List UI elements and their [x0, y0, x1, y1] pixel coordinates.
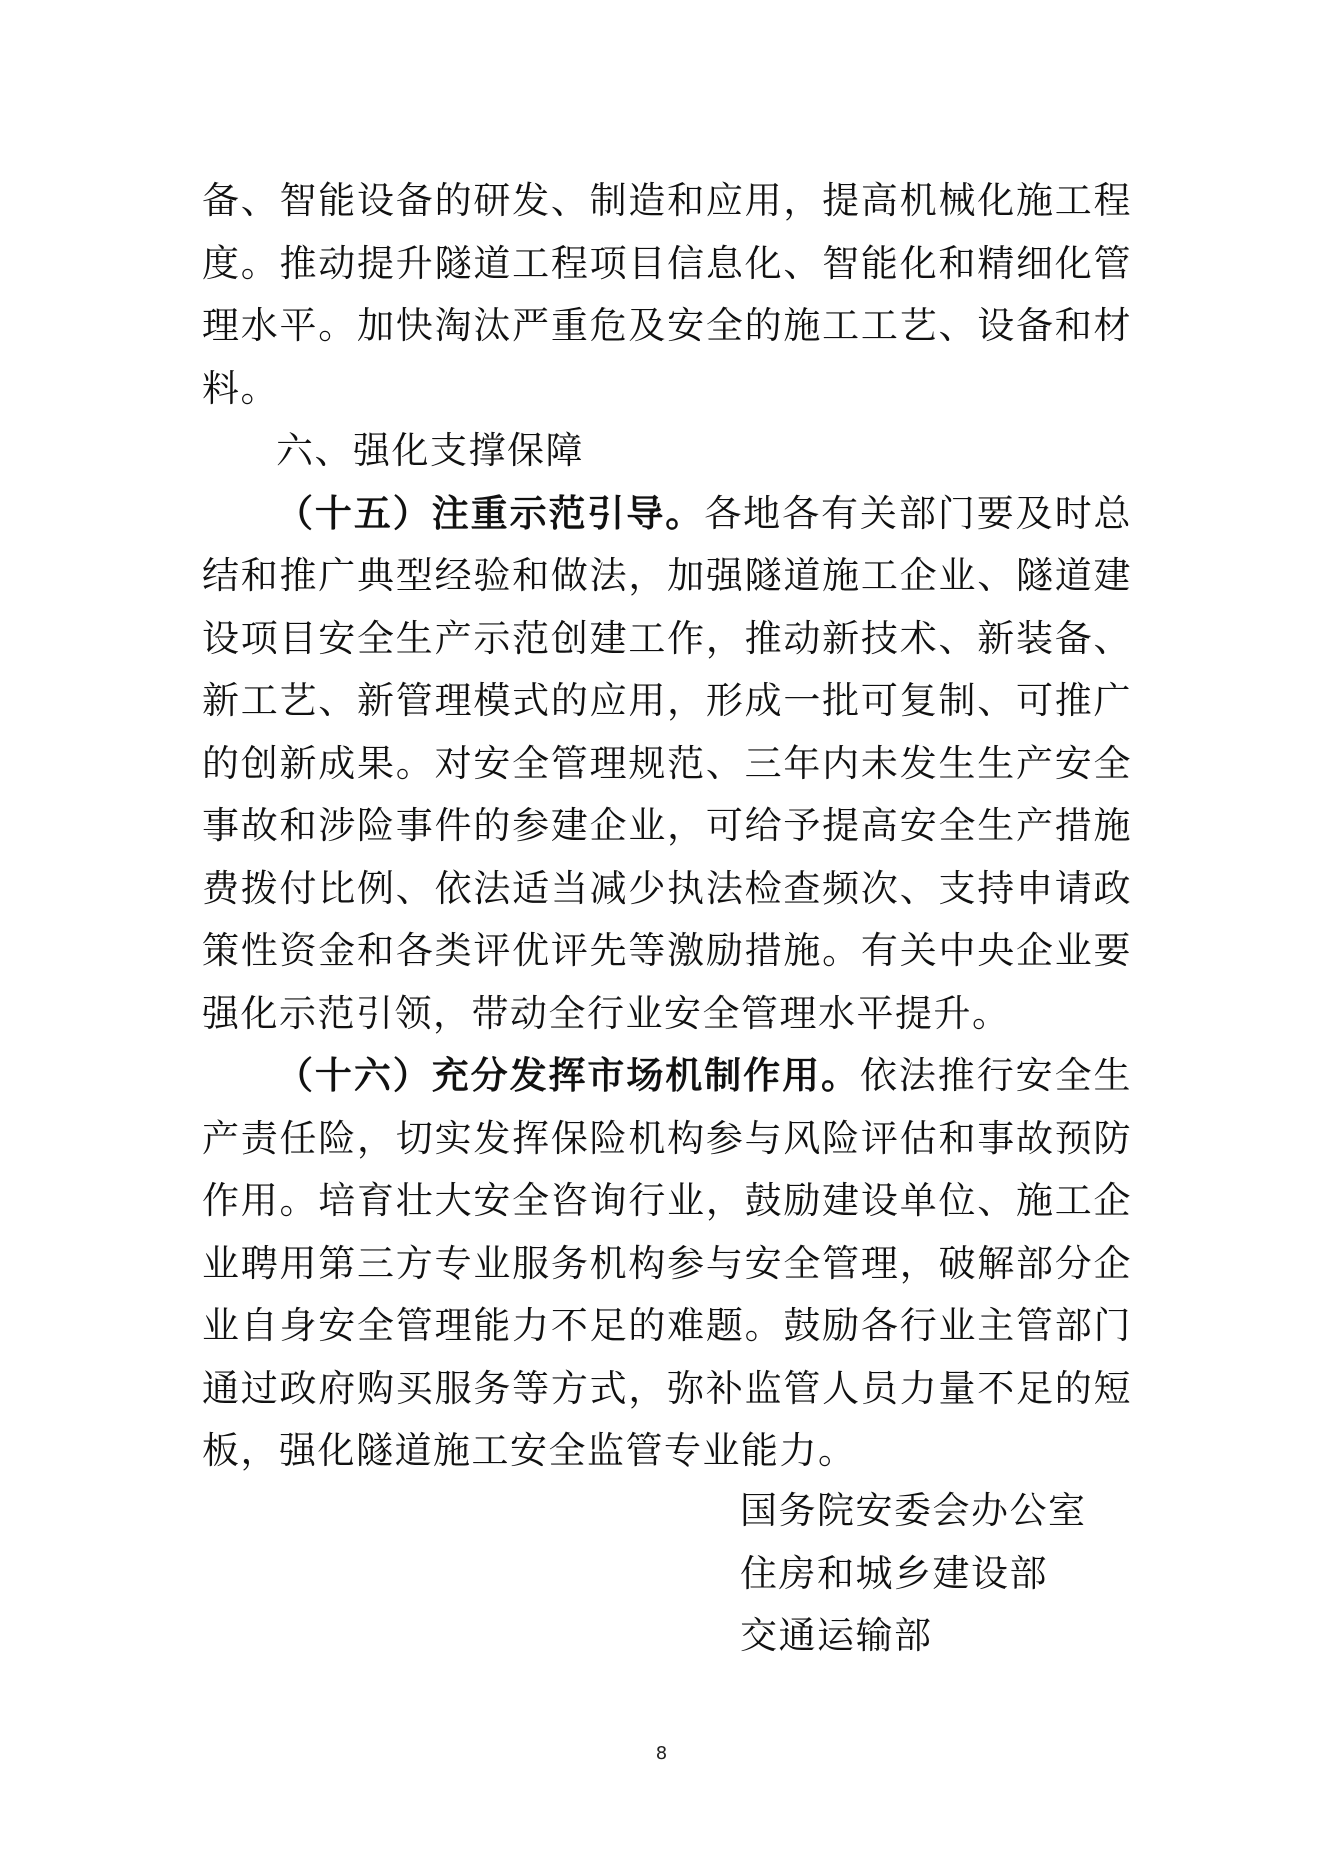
- item-sixteen-text: 依法推行安全生产责任险，切实发挥保险机构参与风险评估和事故预防作用。培育壮大安全咨询行业，鼓励建设单位、施工企业聘用第三方专业服务机构参与安全管理，破解部分企业自身安全管理能力不足的难题。鼓励各行业主管部门通过政府购买服务等方式，弥补监管人员力量不足的短板，强化隧道施工安全监管专业能力。: [202, 1054, 1133, 1472]
- signatory-block: [740, 1480, 1087, 1668]
- signatory-state-council: 国务院安委会办公室: [740, 1489, 1087, 1532]
- item-sixteen-paragraph: [202, 1045, 1132, 1483]
- signatory-transport-ministry: 交通运输部: [740, 1614, 933, 1657]
- signatory-housing-ministry: 住房和城乡建设部: [740, 1551, 1048, 1595]
- item-fifteen-paragraph: [202, 483, 1132, 1046]
- item-fifteen-text: 各地各有关部门要及时总结和推广典型经验和做法，加强隧道施工企业、隧道建设项目安全生产示范创建工作，推动新技术、新装备、新工艺、新管理模式的应用，形成一批可复制、可推广的创新成果。对安全管理规范、三年内未发生生产安全事故和涉险事件的参建企业，可给予提高安全生产措施费拨付比例、依法适当减少执法检查频次、支持申请政策性资金和各类评优评先等激励措施。有关中央企业要强化示范引领，带动全行业安全管理水平提升。: [202, 491, 1133, 1035]
- item-fifteen-lead: （十五）注重示范引导。: [276, 491, 705, 535]
- item-sixteen-lead: （十六）充分发挥市场机制作用。: [276, 1054, 860, 1097]
- section-heading: 六、强化支撑保障: [276, 429, 584, 472]
- page-number: 8: [655, 1743, 668, 1764]
- document-body: [202, 170, 1132, 1483]
- continuation-paragraph: 备、智能设备的研发、制造和应用，提高机械化施工程度。推动提升隧道工程项目信息化、智能化和精细化管理水平。加快淘汰严重危及安全的施工工艺、设备和材料。: [202, 179, 1132, 410]
